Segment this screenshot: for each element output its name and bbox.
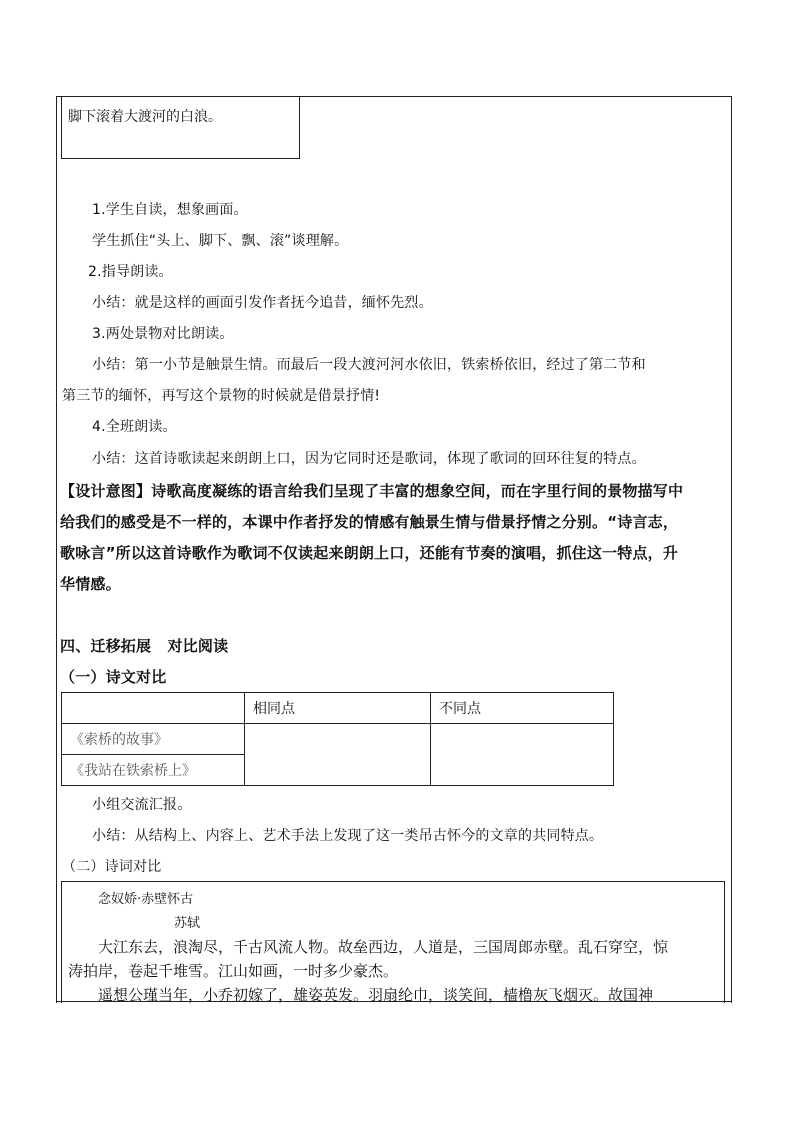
- table-header-cell: 不同点: [431, 693, 614, 724]
- poem-line-2: 涛拍岸，卷起千堆雪。江山如画，一时多少豪杰。: [68, 962, 399, 980]
- step-4: 4.全班朗读。: [92, 419, 177, 435]
- step-3-summary: 小结：第一小节是触景生情。而最后一段大渡河河水依旧，铁索桥依旧，经过了第二节和: [92, 357, 646, 373]
- step-3-summary-cont: 第三节的缅怀，再写这个景物的时候就是借景抒情!: [62, 388, 381, 404]
- step-2-summary: 小结：就是这样的画面引发作者抚今追昔，缅怀先烈。: [92, 295, 433, 311]
- poem-comparison-box: [61, 881, 725, 1003]
- section-4-sub-2: （二）诗词对比: [62, 859, 162, 875]
- poem-title: 念奴娇·赤壁怀古: [98, 892, 194, 907]
- design-intent-line-2: 给我们的感受是不一样的，本课中作者抒发的情感有触景生情与借景抒情之分别。“诗言志，: [60, 513, 679, 531]
- table-header-cell: [62, 693, 245, 724]
- table-header-row: [62, 693, 614, 724]
- poem-author: 苏轼: [174, 916, 201, 931]
- table-row-label: 《我站在铁索桥上》: [62, 755, 245, 786]
- section-4-sub-1: （一）诗文对比: [60, 668, 167, 686]
- section-4-summary: 小结：从结构上、内容上、艺术手法上发现了这一类吊古怀今的文章的共同特点。: [92, 828, 604, 844]
- comparison-table: [61, 692, 614, 786]
- design-intent-line-4: 华情感。: [60, 575, 121, 593]
- table-row: [62, 724, 614, 755]
- step-4-summary: 小结：这首诗歌读起来朗朗上口，因为它同时还是歌词，体现了歌词的回环往复的特点。: [92, 451, 646, 467]
- same-points-cell[interactable]: [245, 724, 431, 786]
- different-points-cell[interactable]: [431, 724, 614, 786]
- step-1-detail: 学生抓住“头上、脚下、飘、滚”谈理解。: [92, 233, 349, 249]
- poem-line-3: 遥想公瑾当年，小乔初嫁了，雄姿英发。羽扇纶巾，谈笑间，樯橹灰飞烟灭。故国神: [98, 986, 654, 1004]
- table-row-label: 《索桥的故事》: [62, 724, 245, 755]
- group-report: 小组交流汇报。: [92, 797, 192, 813]
- step-1: 1.学生自读，想象画面。: [92, 202, 248, 218]
- section-4-heading: 四、迁移拓展 对比阅读: [60, 637, 229, 655]
- poem-line-1: 大江东去，浪淘尽，千古风流人物。故垒西边，人道是，三国周郎赤壁。乱石穿空，惊: [98, 938, 669, 956]
- poem-excerpt-text: 脚下滚着大渡河的白浪。: [68, 109, 222, 125]
- design-intent-line-3: 歌咏言”所以这首诗歌作为歌词不仅读起来朗朗上口，还能有节奏的演唱，抓住这一特点，升: [60, 544, 679, 562]
- step-2: 2.指导朗读。: [88, 264, 173, 280]
- design-intent-line-1: 【设计意图】诗歌高度凝练的语言给我们呈现了丰富的想象空间，而在字里行间的景物描写中: [60, 482, 684, 500]
- table-header-cell: 相同点: [245, 693, 431, 724]
- step-3: 3.两处景物对比朗读。: [92, 326, 234, 342]
- poem-excerpt-box: [61, 96, 300, 159]
